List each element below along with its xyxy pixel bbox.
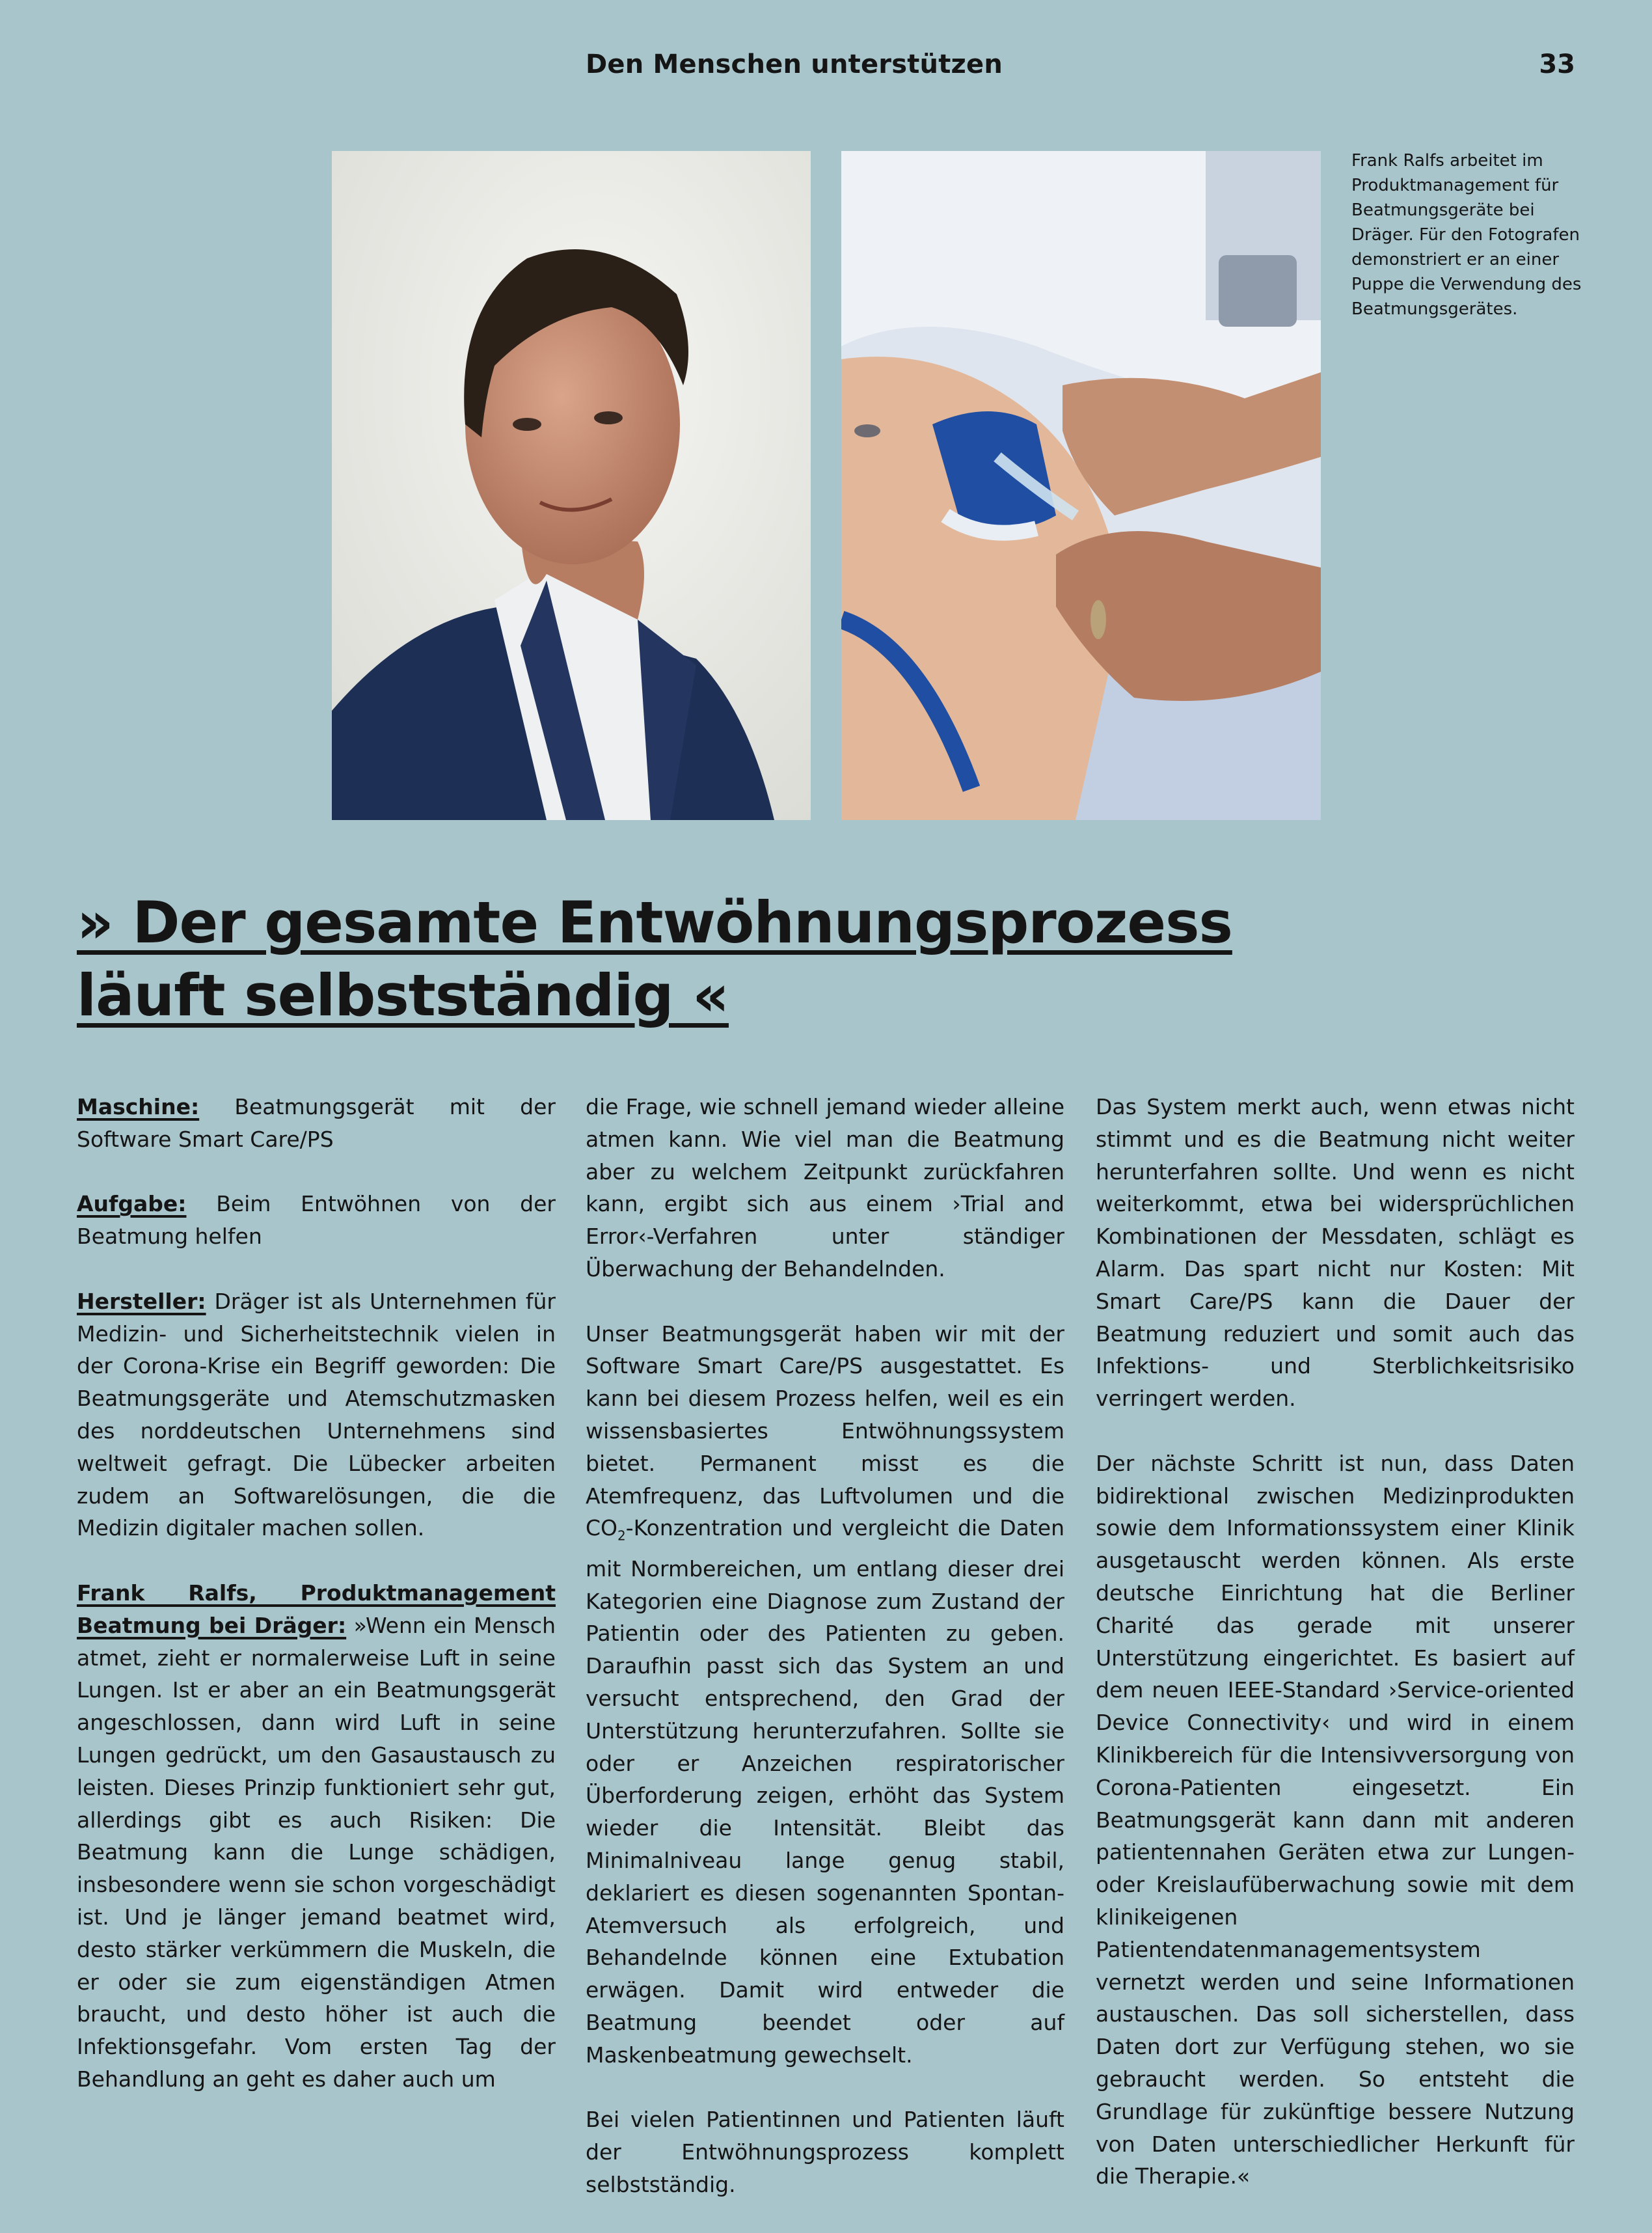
col2-paragraph-2-a: Unser Beatmungsgerät haben wir mit der Software Smart Care/PS ausgestattet. Es kann bei diesem Prozess helfen, weil es ein wissensbasiertes Entwöhnungssystem bietet. Permanent misst es die Atemfrequenz, das Luftvolumen und die CO — [586, 1321, 1064, 1541]
person-label: Frank Ralfs, Produktmanagement Beatmung bei Dräger: — [77, 1580, 556, 1638]
headline-line-2: läuft selbstständig « — [77, 962, 729, 1029]
task-paragraph — [77, 1188, 556, 1253]
machine-text: Beatmungsgerät mit der Software Smart Care/PS — [77, 1094, 556, 1152]
col2-paragraph-2 — [586, 1318, 1064, 2072]
task-label: Aufgabe: — [77, 1191, 187, 1217]
machine-paragraph — [77, 1091, 556, 1156]
headline-line-1: » Der gesamte Entwöhnungsprozess — [77, 889, 1232, 956]
article-column-2 — [586, 1091, 1064, 2233]
col2-paragraph-1: die Frage, wie schnell jemand wieder alleine atmen kann. Wie viel man die Beatmung aber zu welchem Zeitpunkt zurückfahren kann, ergibt sich aus einem ›Trial and Error‹-Verfahren unter ständiger Überwachung der Behandelnden. — [586, 1094, 1064, 1281]
person-text: »Wenn ein Mensch atmet, zieht er normalerweise Luft in seine Lungen. Ist er aber an ein Beatmungsgerät angeschlossen, dann wird Luft in seine Lungen gedrückt, um den Gasaustausch zu leisten. Dieses Prinzip funktioniert sehr gut, allerdings gibt es auch Risiken: Die Beatmung kann die Lunge schädigen, insbesondere wenn sie schon vorgeschädigt ist. Und je länger jemand beatmet wird, desto stärker verkümmern die Muskeln, die er oder sie zum eigenständigen Atmen braucht, und desto höher ist auch die Infektionsgefahr. Vom ersten Tag der Behandlung an geht es daher auch um — [77, 1612, 556, 2092]
person-paragraph — [77, 1577, 556, 2096]
col2-paragraph-2-b: -Konzentration und vergleicht die Daten mit Normbereichen, um entlang dieser drei Kategorien eine Diagnose zum Zustand der Patientin oder des Patienten zu geben. Daraufhin passt sich das System an und versucht entsprechend, den Grad der Unterstützung herunterzufahren. Sollte sie oder er Anzeichen respiratorischer Überforderung zeigen, erhöht das System wieder die Intensität. Bleibt das Minimalniveau lange genug stabil, deklariert es diesen sogenannten Spontan-Atemversuch als erfolgreich, und Behandelnde können eine Extubation erwägen. Damit wird entweder die Beatmung beendet oder auf Maskenbeatmung gewechselt. — [586, 1515, 1064, 2068]
article-column-1 — [77, 1091, 556, 2128]
maker-text: Dräger ist als Unternehmen für Medizin- und Sicherheitstechnik vielen in der Corona-Krise ein Begriff geworden: Die Beatmungsgeräte und Atemschutzmasken des norddeutschen Unternehmens sind weltweit gefragt. Die Lübecker arbeiten zudem an Softwarelösungen, die die Medizin digitaler machen sollen. — [77, 1288, 556, 1541]
machine-label: Maschine: — [77, 1094, 200, 1119]
col3-paragraph-2: Der nächste Schritt ist nun, dass Daten bidirektional zwischen Medizinprodukten sowie dem Informationssystem einer Klinik ausgetauscht werden können. Als erste deutsche Einrichtung hat die Berliner Charité das gerade mit unserer Unterstützung eingerichtet. Es basiert auf dem neuen IEEE-Standard ›Service-oriented Device Connectivity‹ und wird in einem Klinikbereich für die Intensivversorgung von Corona-Patienten eingesetzt. Ein Beatmungsgerät kann dann mit anderen patientennahen Geräten etwa zur Lungen- oder Kreislaufüberwachung sowie mit dem klinikeigenen Patientendatenmanagementsystem vernetzt werden und seine Informationen austauschen. Das soll sicherstellen, dass Daten dort zur Verfügung stehen, wo sie gebraucht werden. So entsteht die Grundlage für zukünftige bessere Nutzung von Daten unterschiedlicher Herkunft für die Therapie.« — [1096, 1450, 1575, 2189]
headline — [77, 886, 1248, 1032]
article-column-3 — [1096, 1091, 1575, 2225]
portrait-photo — [332, 151, 811, 820]
task-text: Beim Entwöhnen von der Beatmung helfen — [77, 1191, 556, 1250]
ventilator-manikin-photo — [841, 151, 1321, 820]
col2-paragraph-3: Bei vielen Patientinnen und Patienten läuft der Entwöhnungsprozess komplett selbstständig. — [586, 2107, 1064, 2197]
photo-caption: Frank Ralfs arbeitet im Produktmanagement für Beatmungsgeräte bei Dräger. Für den Fotografen demonstriert er an einer Puppe die Verwendung des Beatmungsgerätes. — [1351, 151, 1582, 319]
col3-paragraph-1: Das System merkt auch, wenn etwas nicht stimmt und es die Beatmung nicht weiter herunterfahren sollte. Und wenn es nicht weiterkommt, etwa bei widersprüchlichen Kombinationen der Messdaten, schlägt es Alarm. Das spart nicht nur Kosten: Mit Smart Care/PS kann die Dauer der Beatmung reduziert und somit auch das Infektions- und Sterblichkeitsrisiko verringert werden. — [1096, 1094, 1575, 1412]
section-title: Den Menschen unterstützen — [586, 49, 1003, 79]
co2-subscript: 2 — [617, 1527, 626, 1544]
page-number: 33 — [1539, 49, 1575, 79]
maker-label: Hersteller: — [77, 1288, 206, 1314]
maker-paragraph — [77, 1285, 556, 1544]
